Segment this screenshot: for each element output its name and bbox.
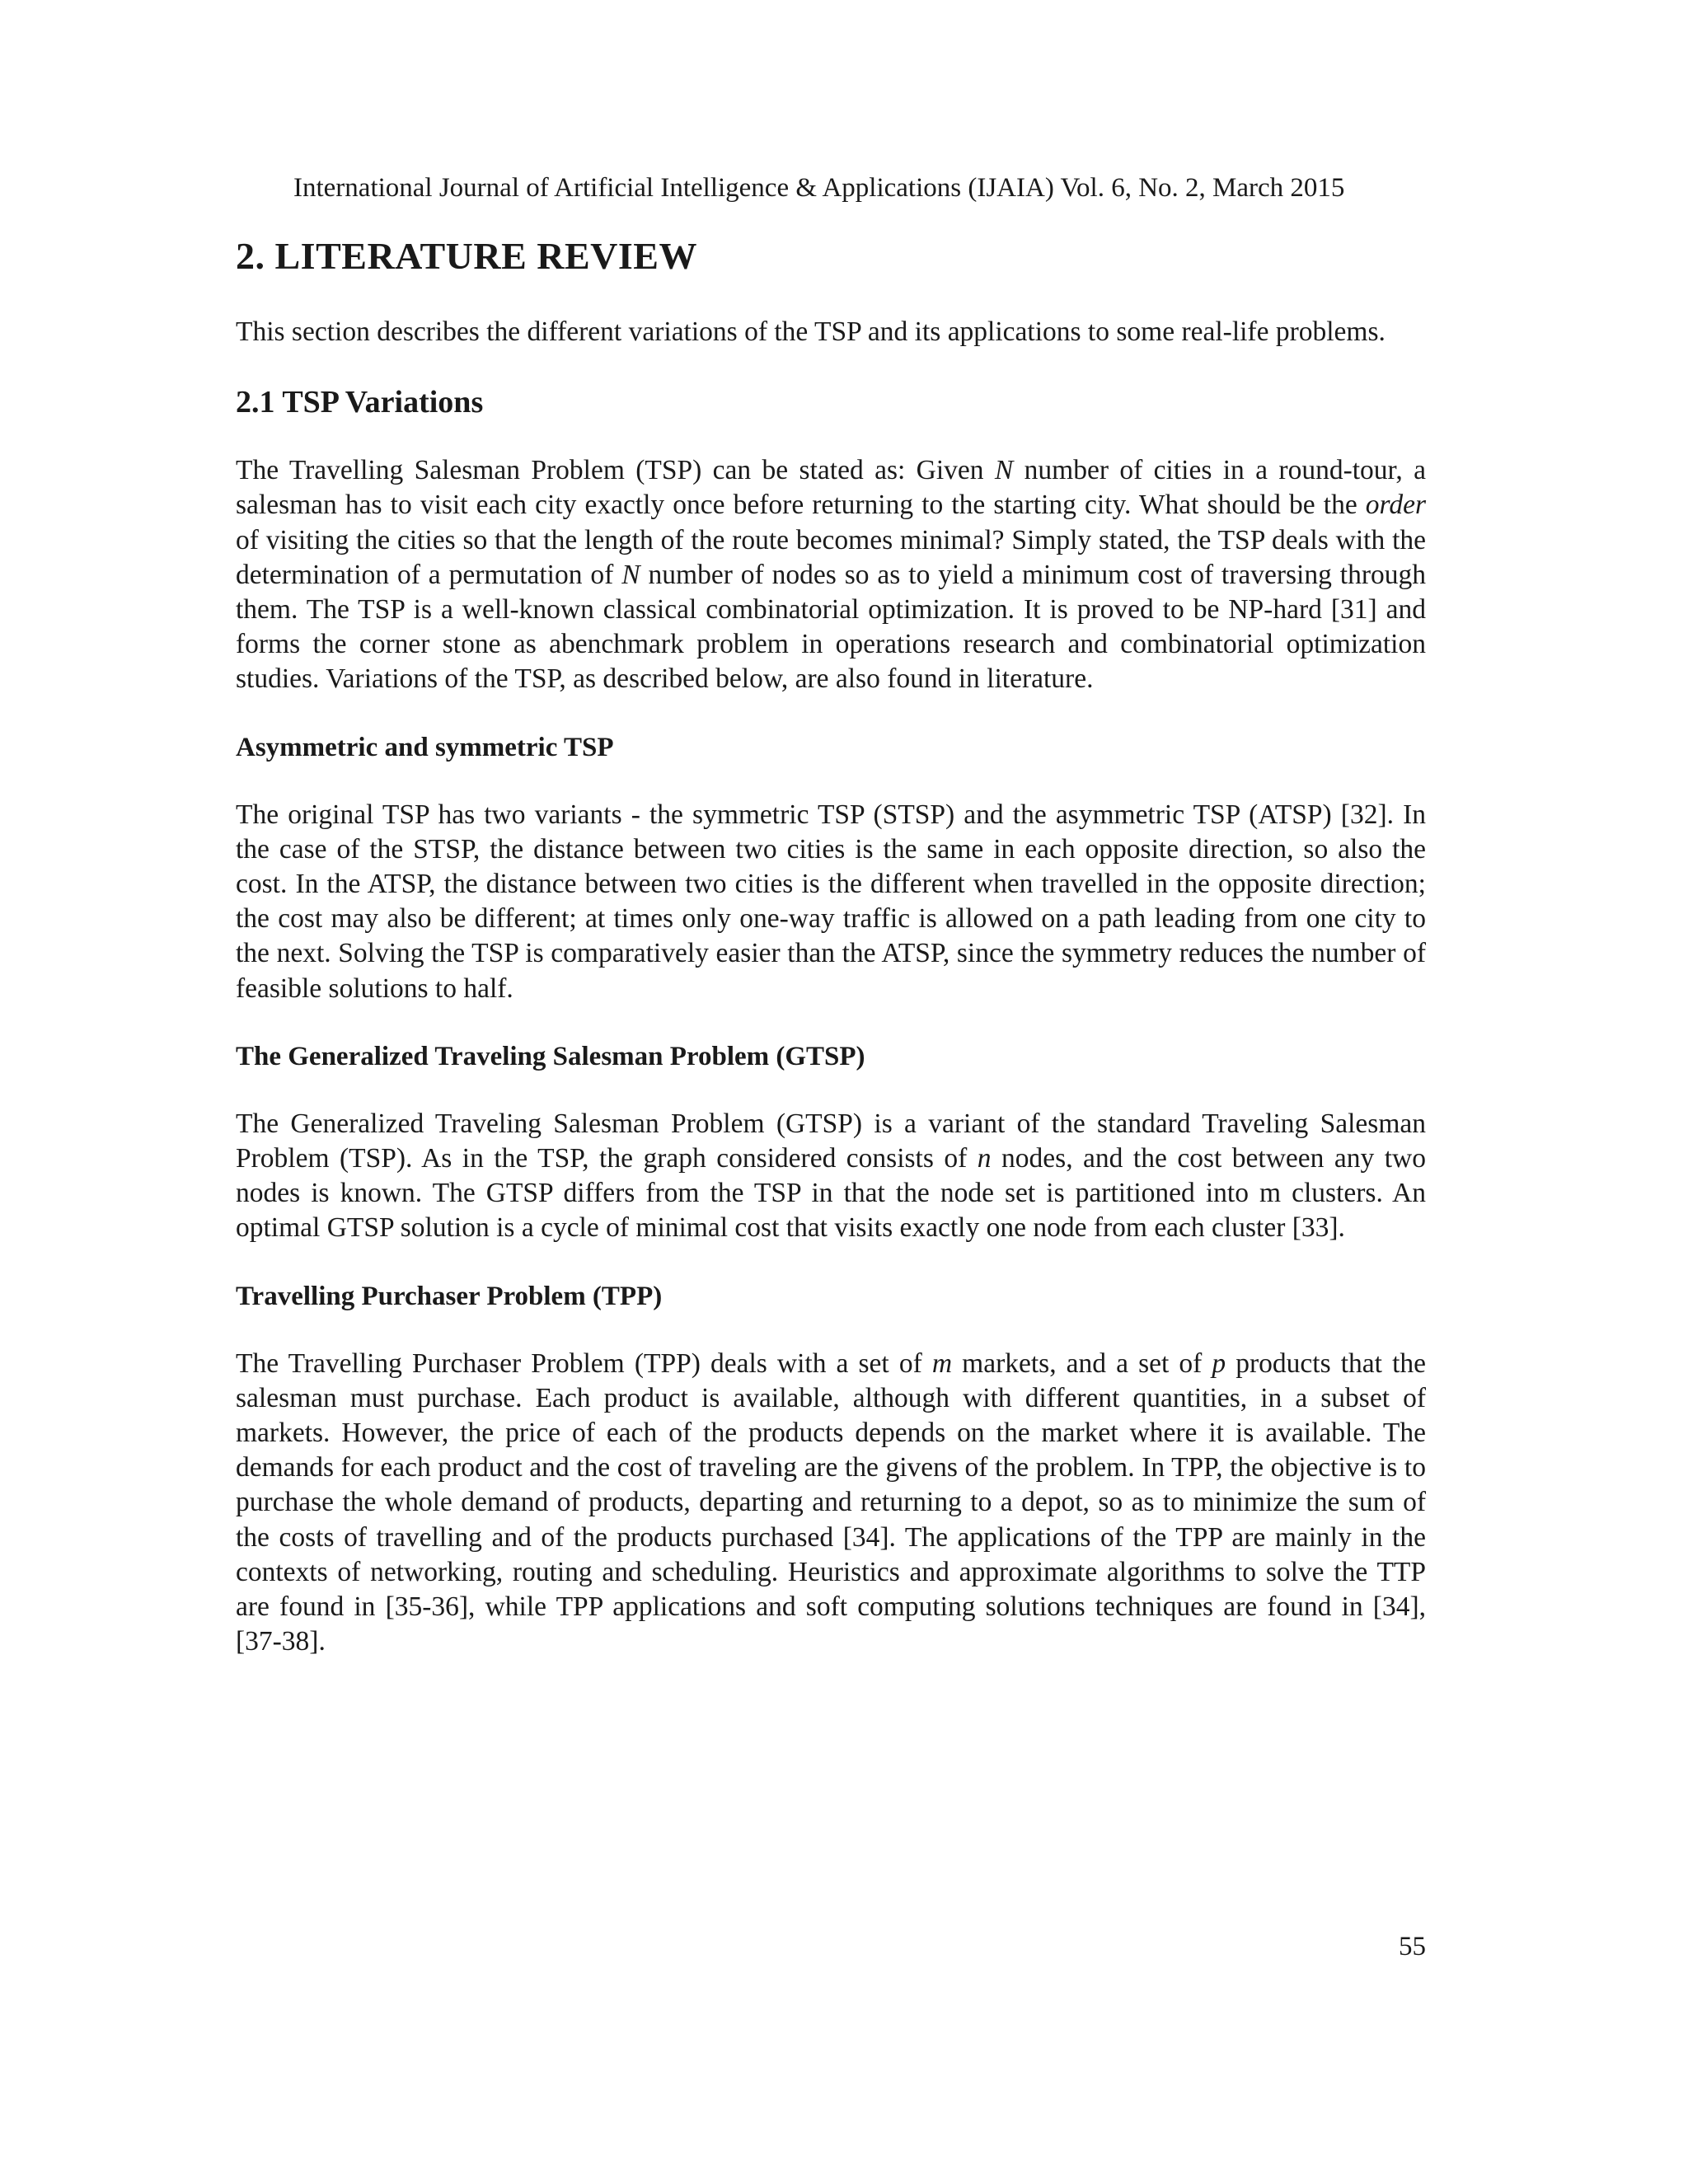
text-run: products that the salesman must purchase. Each product is available, although with different quantities, in a subset of markets. However, the price of each of the products depends on the market where it is available. The demands for each product and the cost of traveling are the givens of the problem. In TPP, the objective is to purchase the whole demand of products, departing and returning to a depot, so as to minimize the sum of the costs of travelling and of the products purchased [34]. The applications of the TPP are mainly in the contexts of networking, routing and scheduling. Heuristics and approximate algorithms to solve the TTP are found in [35-36], while TPP applications and soft computing solutions techniques are found in [34], [37-38]. — [236, 1347, 1426, 1657]
tpp-heading: Travelling Purchaser Problem (TPP) — [236, 1281, 663, 1311]
text-run: of visiting the cities so that the length of the route becomes minimal? Simply stated, the TSP deals with the determination of a permutation of — [236, 524, 1426, 590]
running-header: International Journal of Artificial Intelligence & Applications (IJAIA) Vol. 6, No. 2, March 2015 — [293, 173, 1345, 203]
text-run: number of cities in a round-tour, a salesman has to visit each city exactly once before returning to the starting city. What should be the — [236, 455, 1426, 521]
text-run: markets, and a set of — [952, 1347, 1212, 1379]
text-run: The Travelling Purchaser Problem (TPP) deals with a set of — [236, 1347, 932, 1379]
tpp-paragraph — [236, 1347, 1426, 1660]
page-number: 55 — [1399, 1932, 1426, 1961]
gtsp-heading: The Generalized Traveling Salesman Problem (GTSP) — [236, 1041, 865, 1071]
subsection-title: 2.1 TSP Variations — [236, 385, 484, 420]
section-title: 2. LITERATURE REVIEW — [236, 235, 697, 277]
section-intro-paragraph: This section describes the different variations of the TSP and its applications to some real-life problems. — [236, 316, 1386, 347]
text-run: number of nodes so as to yield a minimum cost of traversing through them. The TSP is a well-known classical combinatorial optimization. It is proved to be NP-hard [31] and forms the corner stone as abenchmark problem in operations research and combinatorial optimization studies. Variations of the TSP, as described below, are also found in literature. — [236, 559, 1426, 695]
text-run: nodes, and the cost between any two nodes is known. The GTSP differs from the TSP in that the node set is partitioned into m clusters. An optimal GTSP solution is a cycle of minimal cost that visits exactly one node from each cluster [33]. — [236, 1143, 1427, 1244]
asymmetric-tsp-paragraph: The original TSP has two variants - the symmetric TSP (STSP) and the asymmetric TSP (ATSP) [32]. In the case of the STSP, the distance between two cities is the same in each opposite direction, so also the cost. In the ATSP, the distance between two cities is the different when travelled in the opposite direction; the cost may also be different; at times only one-way traffic is allowed on a path leading from one city to the next. Solving the TSP is comparatively easier than the ATSP, since the symmetry reduces the number of feasible solutions to half. — [236, 799, 1426, 1004]
italic-variable-p: p — [1212, 1347, 1226, 1379]
text-run: The Generalized Traveling Salesman Problem (GTSP) is a variant of the standard Traveling Salesman Problem (TSP). As in the TSP, the graph considered consists of — [236, 1108, 1426, 1174]
page-body — [236, 232, 1426, 1659]
gtsp-paragraph — [236, 1107, 1426, 1246]
text-run: The Travelling Salesman Problem (TSP) can be stated as: Given — [236, 455, 995, 486]
italic-variable-n: N — [994, 455, 1014, 486]
italic-variable-n: n — [977, 1143, 992, 1174]
italic-variable-n: N — [621, 559, 640, 590]
italic-variable-m: m — [931, 1347, 953, 1379]
tsp-variations-paragraph — [236, 453, 1426, 696]
asymmetric-tsp-heading: Asymmetric and symmetric TSP — [236, 732, 614, 762]
italic-emphasis-order: order — [1365, 490, 1426, 521]
